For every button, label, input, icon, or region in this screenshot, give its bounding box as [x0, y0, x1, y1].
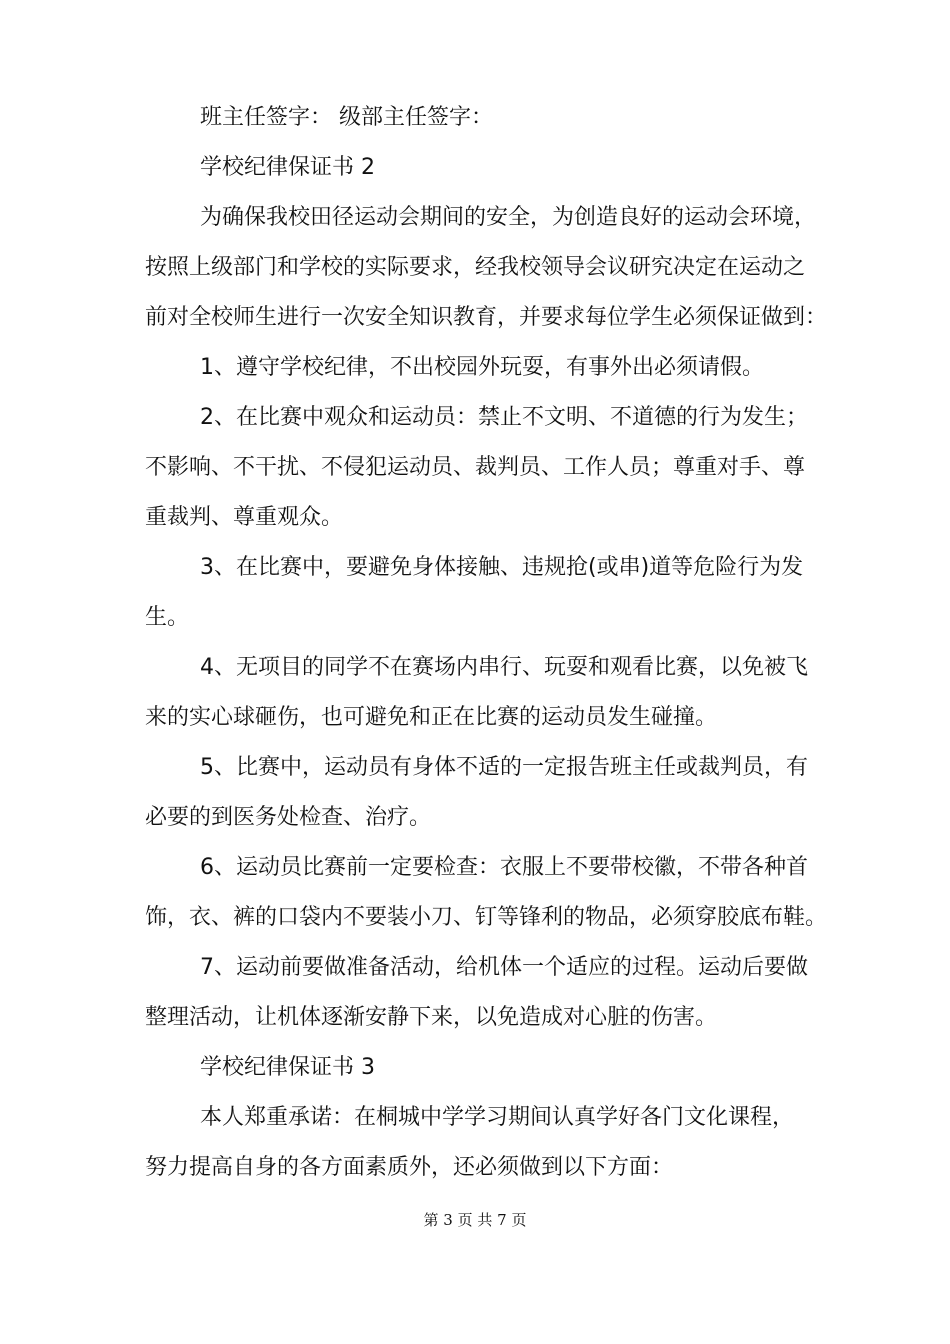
- paragraph-line: 为确保我校田径运动会期间的安全，为创造良好的运动会环境，: [200, 205, 817, 230]
- paragraph-line: 饰，衣、裤的口袋内不要装小刀、钉等锋利的物品，必须穿胶底布鞋。: [145, 905, 828, 930]
- list-item-2: 2、在比赛中观众和运动员：禁止不文明、不道德的行为发生；: [200, 405, 808, 430]
- paragraph-line: 本人郑重承诺：在桐城中学学习期间认真学好各门文化课程，: [200, 1105, 795, 1130]
- list-item-7: 7、运动前要做准备活动，给机体一个适应的过程。运动后要做: [200, 955, 808, 980]
- list-item-3: 3、在比赛中，要避免身体接触、违规抢(或串)道等危险行为发: [200, 555, 804, 580]
- paragraph-line: 前对全校师生进行一次安全知识教育，并要求每位学生必须保证做到：: [145, 305, 828, 330]
- paragraph-line: 必要的到医务处检查、治疗。: [145, 805, 432, 830]
- list-item-4: 4、无项目的同学不在赛场内串行、玩耍和观看比赛，以免被飞: [200, 655, 808, 680]
- signature-line: 班主任签字： 级部主任签字：: [200, 105, 493, 130]
- section-heading-3: 学校纪律保证书 3: [200, 1055, 375, 1080]
- list-item-6: 6、运动员比赛前一定要检查：衣服上不要带校徽，不带各种首: [200, 855, 808, 880]
- paragraph-line: 按照上级部门和学校的实际要求，经我校领导会议研究决定在运动之: [145, 255, 806, 280]
- paragraph-line: 生。: [145, 605, 190, 630]
- paragraph-line: 不影响、不干扰、不侵犯运动员、裁判员、工作人员；尊重对手、尊: [145, 455, 806, 480]
- paragraph-line: 整理活动，让机体逐渐安静下来，以免造成对心脏的伤害。: [145, 1005, 718, 1030]
- paragraph-line: 努力提高自身的各方面素质外，还必须做到以下方面：: [145, 1155, 674, 1180]
- paragraph-line: 重裁判、尊重观众。: [145, 505, 344, 530]
- paragraph-line: 来的实心球砸伤，也可避免和正在比赛的运动员发生碰撞。: [145, 705, 718, 730]
- section-heading-2: 学校纪律保证书 2: [200, 155, 375, 180]
- list-item-1: 1、遵守学校纪律，不出校园外玩耍，有事外出必须请假。: [200, 355, 764, 380]
- list-item-5: 5、比赛中，运动员有身体不适的一定报告班主任或裁判员，有: [200, 755, 808, 780]
- page-number-footer: 第 3 页 共 7 页: [423, 1211, 527, 1229]
